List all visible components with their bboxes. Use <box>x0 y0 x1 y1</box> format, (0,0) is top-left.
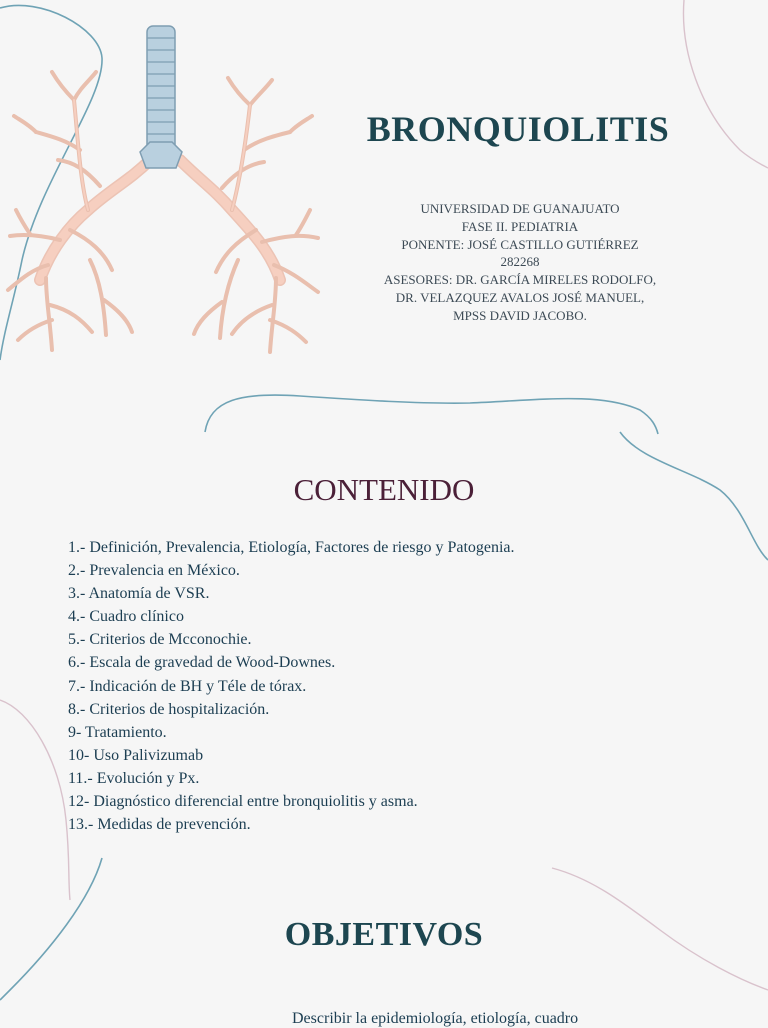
contents-item: 9- Tratamiento. <box>68 723 167 741</box>
contents-item: 6.- Escala de gravedad de Wood-Downes. <box>68 654 336 672</box>
contents-item: 10- Uso Palivizumab <box>68 746 204 764</box>
info-line-phase: FASE II. PEDIATRIA <box>461 218 579 234</box>
info-line-advisors-3: MPSS DAVID JACOBO. <box>453 307 587 323</box>
contents-item: 7.- Indicación de BH y Téle de tórax. <box>68 677 307 695</box>
info-line-advisors-2: DR. VELAZQUEZ AVALOS JOSÉ MANUEL, <box>395 289 645 305</box>
contents-item: 13.- Medidas de prevención. <box>68 816 251 834</box>
contents-item: 1.- Definición, Prevalencia, Etiología, Factores de riesgo y Patogenia. <box>68 539 515 556</box>
info-line-university: UNIVERSIDAD DE GUANAJUATO <box>420 201 620 216</box>
contents-item: 3.- Anatomía de VSR. <box>68 585 210 603</box>
objetivos-text: Describir la epidemiología, etiología, cuadro <box>292 1010 579 1027</box>
contents-list <box>68 536 515 836</box>
contents-item: 2.- Prevalencia en México. <box>68 562 240 580</box>
contents-item: 11.- Evolución y Px. <box>68 769 200 787</box>
info-line-id: 282268 <box>500 254 540 270</box>
info-line-advisors-1: ASESORES: DR. GARCÍA MIRELES RODOLFO, <box>383 272 657 288</box>
contenido-heading: CONTENIDO <box>293 472 475 507</box>
bronchial-tree-icon <box>0 20 340 375</box>
contents-item: 4.- Cuadro clínico <box>68 608 184 626</box>
objetivos-heading: OBJETIVOS <box>284 916 484 953</box>
contents-item: 8.- Criterios de hospitalización. <box>68 700 270 718</box>
presentation-info <box>352 200 688 325</box>
info-line-speaker: PONENTE: JOSÉ CASTILLO GUTIÉRREZ <box>401 236 639 252</box>
contents-item: 5.- Criterios de Mcconochie. <box>68 631 252 649</box>
presentation-title: BRONQUIOLITIS <box>366 109 670 149</box>
contents-item: 12- Diagnóstico diferencial entre bronquiolitis y asma. <box>68 793 418 811</box>
